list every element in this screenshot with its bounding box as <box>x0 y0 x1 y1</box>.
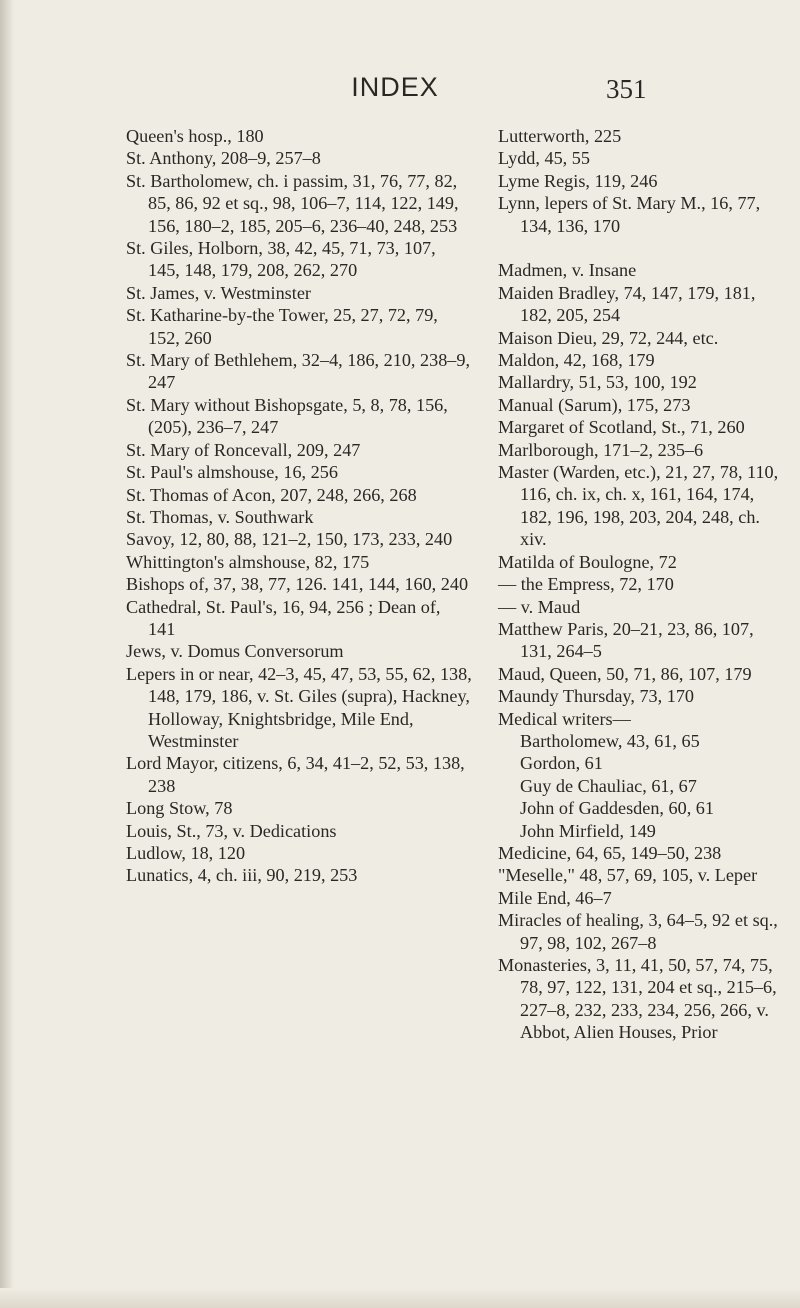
index-entry: Maiden Bradley, 74, 147, 179, 181, 182, 205, 254 <box>498 282 756 326</box>
index-entry: Louis, St., 73, v. Dedications <box>126 820 337 841</box>
index-entry: Lydd, 45, 55 <box>498 148 590 169</box>
index-entry: St. Thomas of Acon, 207, 248, 266, 268 <box>126 484 417 505</box>
index-entry: St. Katharine-by-the Tower, 25, 27, 72, 79, 152, 260 <box>126 305 438 348</box>
index-entry: St. Mary without Bishopsgate, 5, 8, 78, 156, (205), 236–7, 247 <box>126 394 448 438</box>
index-entry: St. Mary of Roncevall, 209, 247 <box>126 439 361 460</box>
page-header <box>0 72 800 112</box>
index-entry: Maison Dieu, 29, 72, 244, etc. <box>498 327 719 348</box>
index-entry: Maud, Queen, 50, 71, 86, 107, 179 <box>498 663 752 684</box>
index-entry: Lord Mayor, citizens, 6, 34, 41–2, 52, 53, 138, 238 <box>126 753 465 796</box>
index-entry: Whittington's almshouse, 82, 175 <box>126 551 370 572</box>
index-subentry: Guy de Chauliac, 61, 67 <box>520 775 697 796</box>
index-entry: Monasteries, 3, 11, 41, 50, 57, 74, 75, 78, 97, 122, 131, 204 et sq., 215–6, 227–8, 232, 233, 234, 256, 266, v. Abbot, Alien Houses, Prior <box>498 955 777 1043</box>
index-entry: St. Giles, Holborn, 38, 42, 45, 71, 73, 107, 145, 148, 179, 208, 262, 270 <box>126 238 436 281</box>
index-entry: Lunatics, 4, ch. iii, 90, 219, 253 <box>126 865 358 886</box>
index-entry: Matthew Paris, 20–21, 23, 86, 107, 131, 264–5 <box>498 618 754 662</box>
page-number: 351 <box>606 74 647 104</box>
index-entry: Margaret of Scotland, St., 71, 260 <box>498 417 745 438</box>
index-entry: Madmen, v. Insane <box>498 260 637 281</box>
index-entry: Ludlow, 18, 120 <box>126 843 246 863</box>
index-entry: Cathedral, St. Paul's, 16, 94, 256 ; Dean of, 141 <box>126 596 441 639</box>
index-entry: "Meselle," 48, 57, 69, 105, v. Leper <box>498 865 758 886</box>
index-entry: Master (Warden, etc.), 21, 27, 78, 110, 116, ch. ix, ch. x, 161, 164, 174, 182, 196, 198, 203, 204, 248, ch. xiv. <box>498 462 779 550</box>
index-entry: Miracles of healing, 3, 64–5, 92 et sq., 97, 98, 102, 267–8 <box>498 910 778 953</box>
running-title: INDEX <box>351 72 439 102</box>
page-bottom-shade <box>0 1288 800 1308</box>
index-subentry: John Mirfield, 149 <box>520 820 656 841</box>
index-subentry: John of Gaddesden, 60, 61 <box>520 798 714 819</box>
index-entry: Medicine, 64, 65, 149–50, 238 <box>498 842 722 863</box>
index-entry: St. James, v. Westminster <box>126 282 311 303</box>
index-entry: Jews, v. Domus Conversorum <box>126 641 344 662</box>
index-entry: St. Bartholomew, ch. i passim, 31, 76, 77, 82, 85, 86, 92 et sq., 98, 106–7, 114, 122, 149, 156, 180–2, 185, 205–6, 236–40, 248, 253 <box>126 170 459 236</box>
index-entry: Matilda of Boulogne, 72 <box>498 551 677 572</box>
index-entry: Marlborough, 171–2, 235–6 <box>498 439 704 460</box>
index-entry: Long Stow, 78 <box>126 798 233 819</box>
index-entry: Lutterworth, 225 <box>498 126 622 146</box>
index-entry: St. Thomas, v. Southwark <box>126 506 314 527</box>
index-entry: — v. Maud <box>498 596 581 617</box>
index-entry: Queen's hosp., 180 <box>126 126 264 146</box>
index-entry: Lynn, lepers of St. Mary M., 16, 77, 134, 136, 170 <box>498 193 761 236</box>
index-entry: St. Paul's almshouse, 16, 256 <box>126 462 338 483</box>
index-entry: Maundy Thursday, 73, 170 <box>498 686 695 707</box>
index-entry: St. Anthony, 208–9, 257–8 <box>126 148 321 169</box>
index-entry: Savoy, 12, 80, 88, 121–2, 150, 173, 233, 240 <box>126 529 453 550</box>
index-entry: Medical writers— <box>498 708 631 729</box>
index-entry: Manual (Sarum), 175, 273 <box>498 394 691 415</box>
index-entry: St. Mary of Bethlehem, 32–4, 186, 210, 238–9, 247 <box>126 350 471 393</box>
index-entry: Maldon, 42, 168, 179 <box>498 350 655 371</box>
right-index-column <box>498 125 788 1044</box>
index-subentry: Gordon, 61 <box>520 753 603 774</box>
index-subentry: Bartholomew, 43, 61, 65 <box>520 730 700 751</box>
index-entry: Lyme Regis, 119, 246 <box>498 170 658 191</box>
index-entry: Mallardry, 51, 53, 100, 192 <box>498 372 697 393</box>
index-entry: Bishops of, 37, 38, 77, 126. 141, 144, 160, 240 <box>126 574 469 595</box>
index-entry: — the Empress, 72, 170 <box>498 574 674 595</box>
page-edge-shadow <box>0 0 14 1308</box>
left-index-column <box>126 125 472 887</box>
index-entry: Lepers in or near, 42–3, 45, 47, 53, 55, 62, 138, 148, 179, 186, v. St. Giles (supra), Hackney, Holloway, Knightsbridge, Mile End, Westminster <box>126 663 472 751</box>
index-entry: Mile End, 46–7 <box>498 887 612 908</box>
